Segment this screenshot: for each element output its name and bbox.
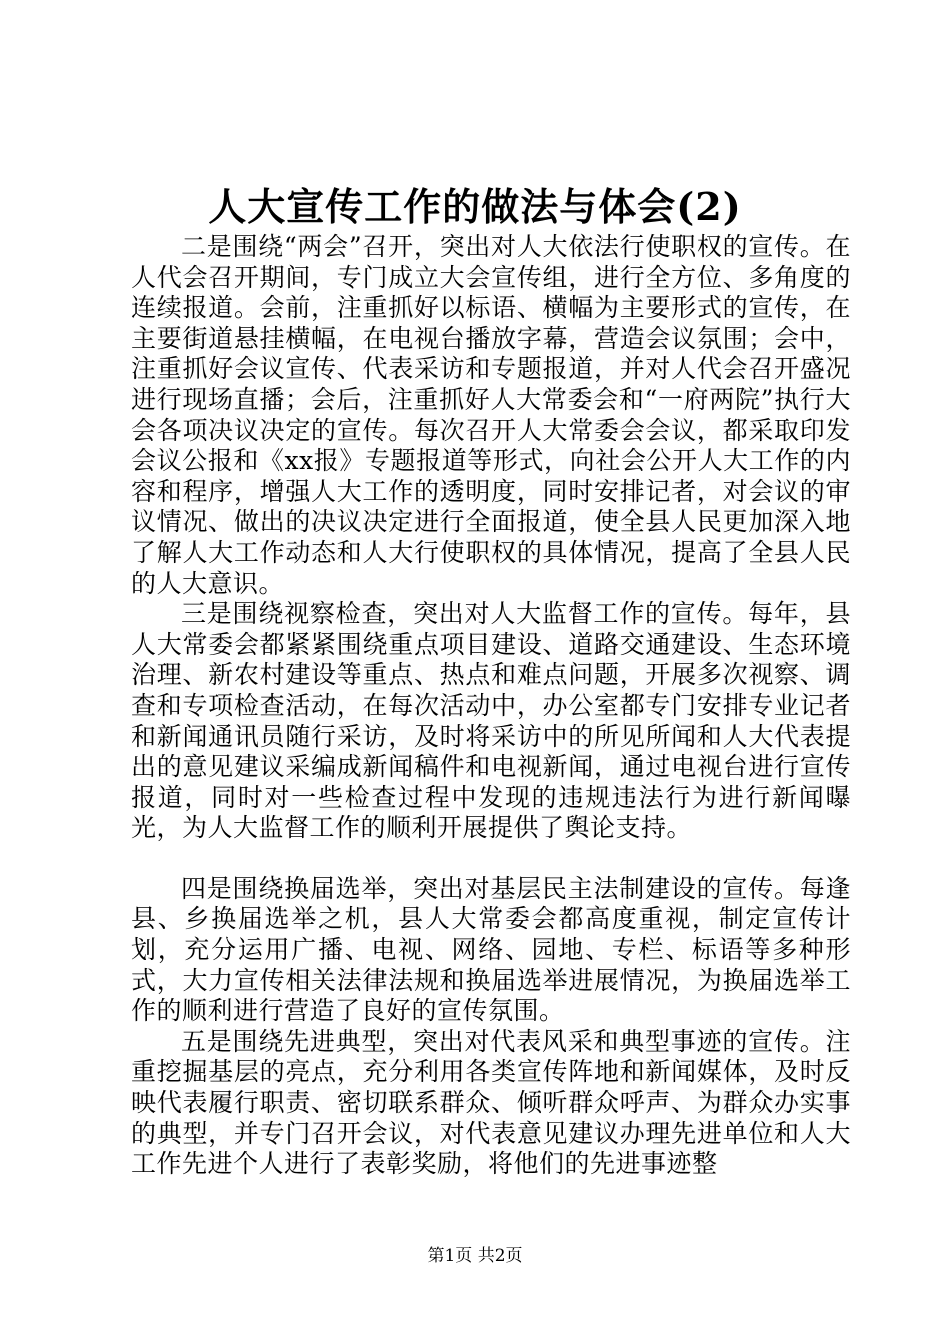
document-title: 人大宣传工作的做法与体会(2) bbox=[208, 184, 742, 229]
paragraph-1: 二是围绕“两会”召开，突出对人大依法行使职权的宣传。在人代会召开期间，专门成立大会宣传组，进行全方位、多角度的连续报道。会前，注重抓好以标语、横幅为主要形式的宣传，在主要街道悬挂横幅，在电视台播放字幕，营造会议氛围；会中，注重抓好会议宣传、代表采访和专题报道，并对人代会召开盛况进行现场直播；会后，注重抓好人大常委会和“一府两院”执行大会各项决议决定的宣传。每次召开人大常委会会议，都采取印发会议公报和《xx报》专题报道等形式，向社会公开人大工作的内容和程序，增强人大工作的透明度，同时安排记者，对会议的审议情况、做出的决议决定进行全面报道，使全县人民更加深入地了解人大工作动态和人大行使职权的具体情况，提高了全县人民的人大意识。 bbox=[131, 232, 851, 598]
document-body bbox=[131, 232, 851, 1180]
paragraph-2: 三是围绕视察检查，突出对人大监督工作的宣传。每年，县人大常委会都紧紧围绕重点项目建设、道路交通建设、生态环境治理、新农村建设等重点、热点和难点问题，开展多次视察、调查和专项检查活动，在每次活动中，办公室都专门安排专业记者和新闻通讯员随行采访，及时将采访中的所见所闻和人大代表提出的意见建议采编成新闻稿件和电视新闻，通过电视台进行宣传报道，同时对一些检查过程中发现的违规违法行为进行新闻曝光，为人大监督工作的顺利开展提供了舆论支持。 bbox=[131, 599, 851, 843]
paragraph-3: 四是围绕换届选举，突出对基层民主法制建设的宣传。每逢县、乡换届选举之机，县人大常委会都高度重视，制定宣传计划，充分运用广播、电视、网络、园地、专栏、标语等多种形式，大力宣传相关法律法规和换届选举进展情况，为换届选举工作的顺利进行营造了良好的宣传氛围。 bbox=[131, 873, 851, 1026]
page-number-footer: 第1页 共2页 bbox=[427, 1246, 523, 1266]
paragraph-4: 五是围绕先进典型，突出对代表风采和典型事迹的宣传。注重挖掘基层的亮点，充分利用各类宣传阵地和新闻媒体，及时反映代表履行职责、密切联系群众、倾听群众呼声、为群众办实事的典型，并专门召开会议，对代表意见建议办理先进单位和人大工作先进个人进行了表彰奖励，将他们的先进事迹整 bbox=[131, 1026, 851, 1179]
